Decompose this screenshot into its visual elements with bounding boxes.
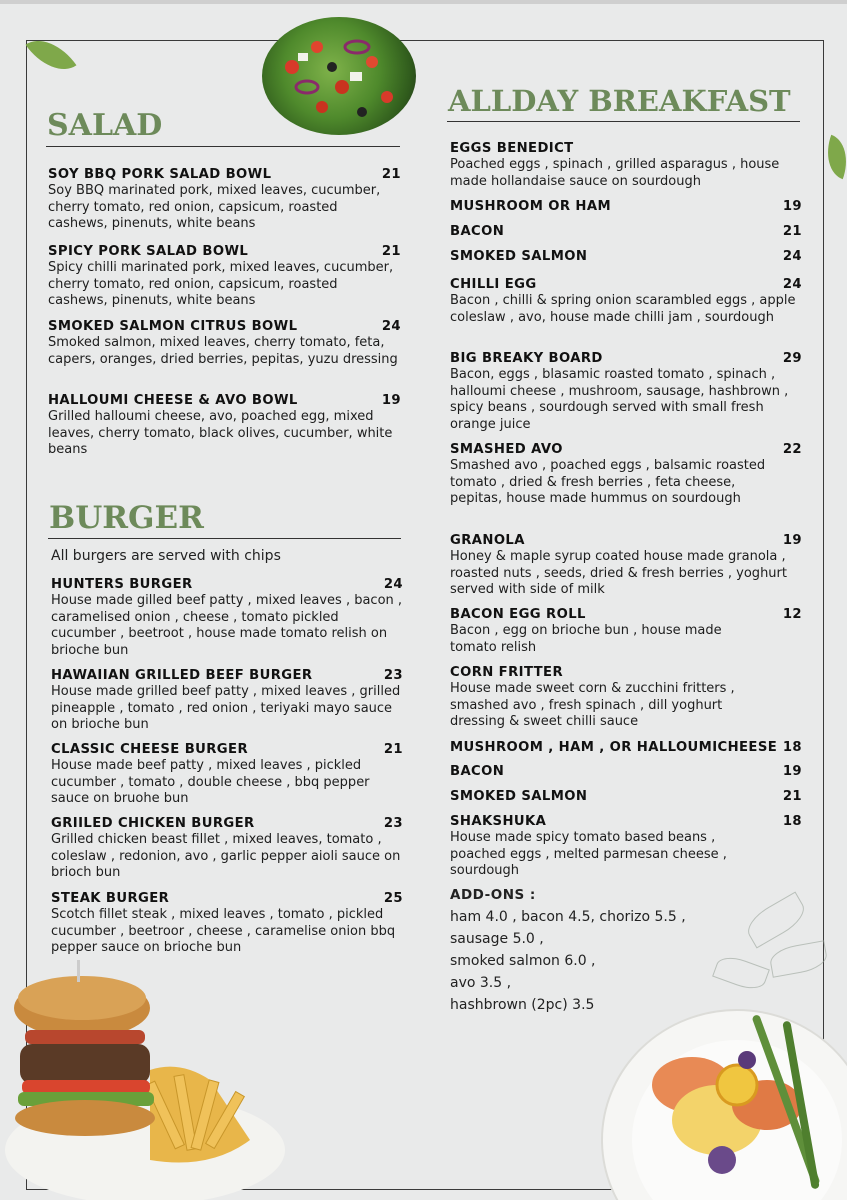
salad-illustration xyxy=(262,17,416,135)
breakfast-item xyxy=(450,248,802,265)
item-name: SPICY PORK SALAD BOWL xyxy=(48,244,249,259)
item-description: House made sweet corn & zucchini fritters , smashed avo , fresh spinach , dill yoghurt dressing & sweet chilli sauce xyxy=(450,681,735,729)
item-price: 23 xyxy=(383,668,403,683)
item-name: BACON EGG ROLL xyxy=(450,607,586,622)
breakfast-item xyxy=(450,350,802,433)
breakfast-title-rule xyxy=(447,121,800,122)
salad-item xyxy=(48,243,401,310)
item-price: 18 xyxy=(782,814,802,829)
item-name: BACON xyxy=(450,224,505,239)
burger-note: All burgers are served with chips xyxy=(51,548,281,564)
salad-item xyxy=(48,166,401,233)
item-price: 19 xyxy=(381,393,401,408)
breakfast-item xyxy=(450,813,802,880)
item-description: Scotch fillet steak , mixed leaves , tomato , pickled cucumber , beetroor , cheese , caramelise onion bbq pepper sauce on brioche bun xyxy=(51,907,396,955)
item-price: 29 xyxy=(782,351,802,366)
salad-title: SALAD xyxy=(47,108,163,143)
item-description: Poached eggs , spinach , grilled asparagus , house made hollandaise sauce on sourdough xyxy=(450,157,780,189)
item-price: 22 xyxy=(782,442,802,457)
item-description: Bacon , chilli & spring onion scarambled eggs , apple coleslaw , avo, house made chilli jam , sourdough xyxy=(450,293,796,325)
salad-bowl-image xyxy=(262,17,416,135)
item-name: SMOKED SALMON xyxy=(450,789,588,804)
item-price: 24 xyxy=(383,577,403,592)
item-name: HALLOUMI CHEESE & AVO BOWL xyxy=(48,393,298,408)
item-name: CORN FRITTER xyxy=(450,665,563,680)
breakfast-title: ALLDAY BREAKFAST xyxy=(448,84,791,118)
item-price: 19 xyxy=(782,199,802,214)
item-name: EGGS BENEDICT xyxy=(450,141,574,156)
item-description: Smashed avo , poached eggs , balsamic roasted tomato , dried & fresh berries , feta cheese, pepitas, house made hummus on sourdough xyxy=(450,458,766,506)
addon-line: ham 4.0 , bacon 4.5, chorizo 5.5 , xyxy=(450,909,686,925)
breakfast-item xyxy=(450,763,802,780)
item-description: Smoked salmon, mixed leaves, cherry tomato, feta, capers, oranges, dried berries, pepitas, yuzu dressing xyxy=(48,335,398,367)
salad-title-rule xyxy=(46,146,400,147)
item-price: 21 xyxy=(381,167,401,182)
item-price: 21 xyxy=(383,742,403,757)
breakfast-item xyxy=(450,223,802,240)
item-price: 12 xyxy=(782,607,802,622)
item-name: BIG BREAKY BOARD xyxy=(450,351,603,366)
item-name: HUNTERS BURGER xyxy=(51,577,193,592)
burger-item xyxy=(51,576,403,659)
item-description: Spicy chilli marinated pork, mixed leaves, cucumber, cherry tomato, red onion, capsicum, roasted cashews, pinenuts, white beans xyxy=(48,260,394,308)
item-name: SHAKSHUKA xyxy=(450,814,547,829)
breakfast-item xyxy=(450,606,802,656)
addon-line: hashbrown (2pc) 3.5 xyxy=(450,997,595,1013)
item-name: GRIILED CHICKEN BURGER xyxy=(51,816,255,831)
item-name: SMOKED SALMON CITRUS BOWL xyxy=(48,319,298,334)
item-description: Bacon , egg on brioche bun , house made tomato relish xyxy=(450,623,722,655)
item-name: SMOKED SALMON xyxy=(450,249,588,264)
addon-line: sausage 5.0 , xyxy=(450,931,544,947)
burger-title-rule xyxy=(48,538,401,539)
item-price: 19 xyxy=(782,533,802,548)
addon-line: avo 3.5 , xyxy=(450,975,512,991)
breakfast-item xyxy=(450,441,802,508)
breakfast-item xyxy=(450,532,802,599)
top-edge-strip xyxy=(0,0,847,4)
item-name: MUSHROOM OR HAM xyxy=(450,199,611,214)
salad-item xyxy=(48,392,401,459)
eggs-benedict-photo xyxy=(597,990,847,1200)
burger-item xyxy=(51,667,403,734)
item-name: CLASSIC CHEESE BURGER xyxy=(51,742,248,757)
item-price: 21 xyxy=(782,224,802,239)
item-name: CHILLI EGG xyxy=(450,277,537,292)
item-name: GRANOLA xyxy=(450,533,525,548)
item-price: 23 xyxy=(383,816,403,831)
item-price: 21 xyxy=(782,789,802,804)
item-description: House made beef patty , mixed leaves , pickled cucumber , tomato , double cheese , bbq pepper sauce on bruohe bun xyxy=(51,758,370,806)
addon-line: smoked salmon 6.0 , xyxy=(450,953,596,969)
breakfast-item xyxy=(450,788,802,805)
item-name: MUSHROOM , HAM , OR HALLOUMICHEESE xyxy=(450,740,778,755)
item-description: Honey & maple syrup coated house made granola , roasted nuts , seeds, dried & fresh berries , yoghurt served with side of milk xyxy=(450,549,787,597)
item-description: Grilled halloumi cheese, avo, poached egg, mixed leaves, cherry tomato, black olives, cucumber, white beans xyxy=(48,409,393,457)
item-name: SMASHED AVO xyxy=(450,442,563,457)
item-price: 18 xyxy=(782,740,802,755)
burger-item xyxy=(51,741,403,808)
item-description: House made grilled beef patty , mixed leaves , grilled pineapple , tomato , red onion , teriyaki mayo sauce on brioche bun xyxy=(51,684,401,732)
item-description: Bacon, eggs , blasamic roasted tomato , spinach , halloumi cheese , mushroom, sausage, hashbrown , spicy beans , sourdough served with small fresh orange juice xyxy=(450,367,789,432)
breakfast-item xyxy=(450,664,802,731)
addons-title: ADD-ONS : xyxy=(450,887,536,903)
item-price: 21 xyxy=(381,244,401,259)
burger-item xyxy=(51,815,403,882)
item-price: 19 xyxy=(782,764,802,779)
item-price: 24 xyxy=(782,249,802,264)
item-price: 24 xyxy=(782,277,802,292)
item-price: 25 xyxy=(383,891,403,906)
breakfast-item xyxy=(450,276,802,326)
item-price: 24 xyxy=(381,319,401,334)
salad-item xyxy=(48,318,401,368)
item-name: SOY BBQ PORK SALAD BOWL xyxy=(48,167,272,182)
item-description: House made spicy tomato based beans , poached eggs , melted parmesan cheese , sourdough xyxy=(450,830,727,878)
item-description: House made gilled beef patty , mixed leaves , bacon , caramelised onion , cheese , tomato pickled cucumber , beetroot , house made tomato relish on brioche bun xyxy=(51,593,403,658)
item-name: STEAK BURGER xyxy=(51,891,170,906)
item-description: Grilled chicken beast fillet , mixed leaves, tomato , coleslaw , redonion, avo , garlic pepper aioli sauce on brioch bun xyxy=(51,832,401,880)
item-name: HAWAIIAN GRILLED BEEF BURGER xyxy=(51,668,313,683)
breakfast-item xyxy=(450,198,802,215)
breakfast-item xyxy=(450,140,802,190)
burger-title: BURGER xyxy=(49,500,204,536)
breakfast-item xyxy=(450,739,802,756)
burger-item xyxy=(51,890,403,957)
item-name: BACON xyxy=(450,764,505,779)
item-description: Soy BBQ marinated pork, mixed leaves, cucumber, cherry tomato, red onion, capsicum, roasted cashews, pinenuts, white beans xyxy=(48,183,381,231)
burger-photo xyxy=(0,960,290,1200)
